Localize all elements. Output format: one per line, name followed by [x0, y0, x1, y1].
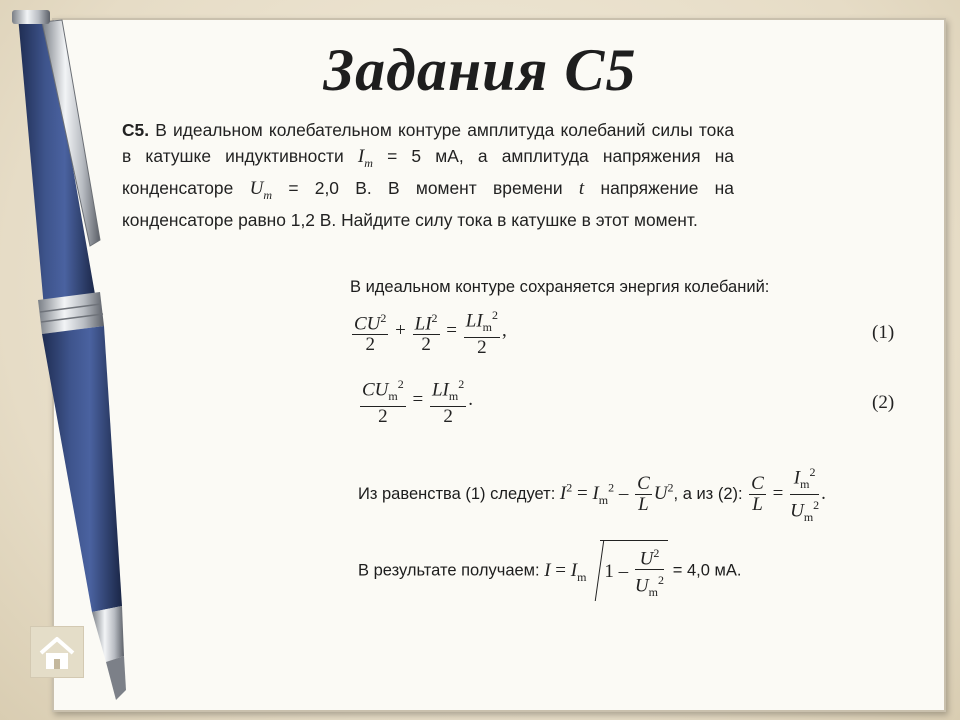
problem-text-part1: В идеальном колебательном контуре амплитуда колебаний силы тока в катушке индуктивности: [122, 120, 734, 166]
home-button[interactable]: [30, 626, 84, 678]
equation-1: $\frac{CU^2}{2}$ + $\frac{LI^2}{2}$ = $\frac{LI_m^2}{2}$ ,: [350, 305, 507, 358]
voltage-amplitude-symbol: $U_m$: [249, 177, 272, 202]
result-value: = 4,0 мА.: [672, 561, 742, 580]
page-title: Задания С5: [323, 37, 637, 103]
current-amplitude-value: = 5 мА, а амплитуда напряжения на конденсаторе: [122, 145, 734, 198]
derivation-formula-2: $\frac{C}{L}$ = $\frac{I_m^2}{U_m^2}$ .: [747, 483, 826, 504]
equation-1-number: (1): [872, 322, 895, 343]
derivation-formula-1: $I^2 = I_m^2$ – $\frac{C}{L}$ $U^2$: [559, 473, 674, 516]
equation-2: $\frac{CU_m^2}{2}$ = $\frac{LI_m^2}{2}$ .: [358, 374, 473, 427]
voltage-amplitude-value: = 2,0 В. В момент времени: [288, 177, 563, 198]
time-symbol: t: [578, 177, 585, 199]
equation-2-number: (2): [872, 392, 895, 413]
solution-intro: В идеальном контуре сохраняется энергия колебаний:: [350, 278, 770, 296]
result-formula: $I = I_m$ 1 – $\frac{U^2}{U_m^2}$: [544, 560, 673, 581]
problem-text-part2: напряжение на конденсаторе равно 1,2 В. Найдите силу тока в катушке в этот момент.: [122, 177, 734, 231]
current-amplitude-symbol: $I_m$: [357, 145, 373, 170]
derivation-prefix: Из равенства (1) следует:: [358, 484, 556, 503]
derivation-mid: , а из (2):: [673, 484, 743, 503]
problem-label: С5.: [122, 120, 150, 140]
result-prefix: В результате получаем:: [358, 561, 540, 580]
home-icon: [31, 627, 83, 677]
